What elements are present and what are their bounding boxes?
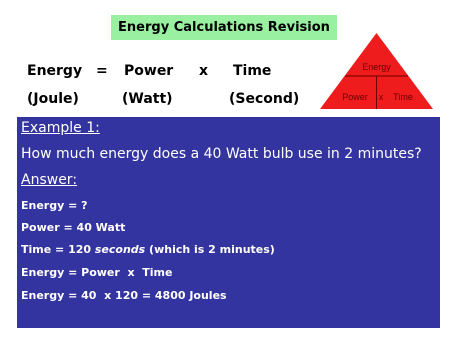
- answer-line-result: Energy = 40 x 120 = 4800 Joules: [21, 289, 227, 302]
- answer-line-power: Power = 40 Watt: [21, 221, 126, 234]
- time-unit-italic: seconds: [94, 243, 146, 256]
- answer-line-formula: Energy = Power x Time: [21, 266, 173, 279]
- example-heading: Example 1:: [21, 120, 100, 136]
- time-unit: (Second): [229, 91, 300, 107]
- time-prefix: Time = 120: [21, 243, 95, 256]
- triangle-time-label: Time: [393, 92, 413, 102]
- example-question: How much energy does a 40 Watt bulb use in 2 minutes?: [21, 146, 422, 162]
- triangle-times-label: x: [378, 92, 384, 102]
- triangle-energy-label: Energy: [362, 62, 391, 72]
- formula-times: x: [199, 63, 209, 79]
- energy-unit: (Joule): [27, 91, 79, 107]
- answer-line-time: [21, 243, 275, 256]
- power-unit: (Watt): [122, 91, 173, 107]
- energy-triangle: [319, 32, 434, 110]
- answer-line-energy-unknown: Energy = ?: [21, 199, 88, 212]
- time-suffix: (which is 2 minutes): [145, 243, 275, 256]
- example-panel: [17, 117, 440, 328]
- slide-title: Energy Calculations Revision: [111, 15, 337, 40]
- answer-heading: Answer:: [21, 172, 78, 188]
- formula-equals: =: [96, 63, 108, 79]
- formula-power: Power: [124, 63, 174, 79]
- triangle-power-label: Power: [342, 92, 368, 102]
- formula-time: Time: [233, 63, 272, 79]
- formula-energy: Energy: [27, 63, 83, 79]
